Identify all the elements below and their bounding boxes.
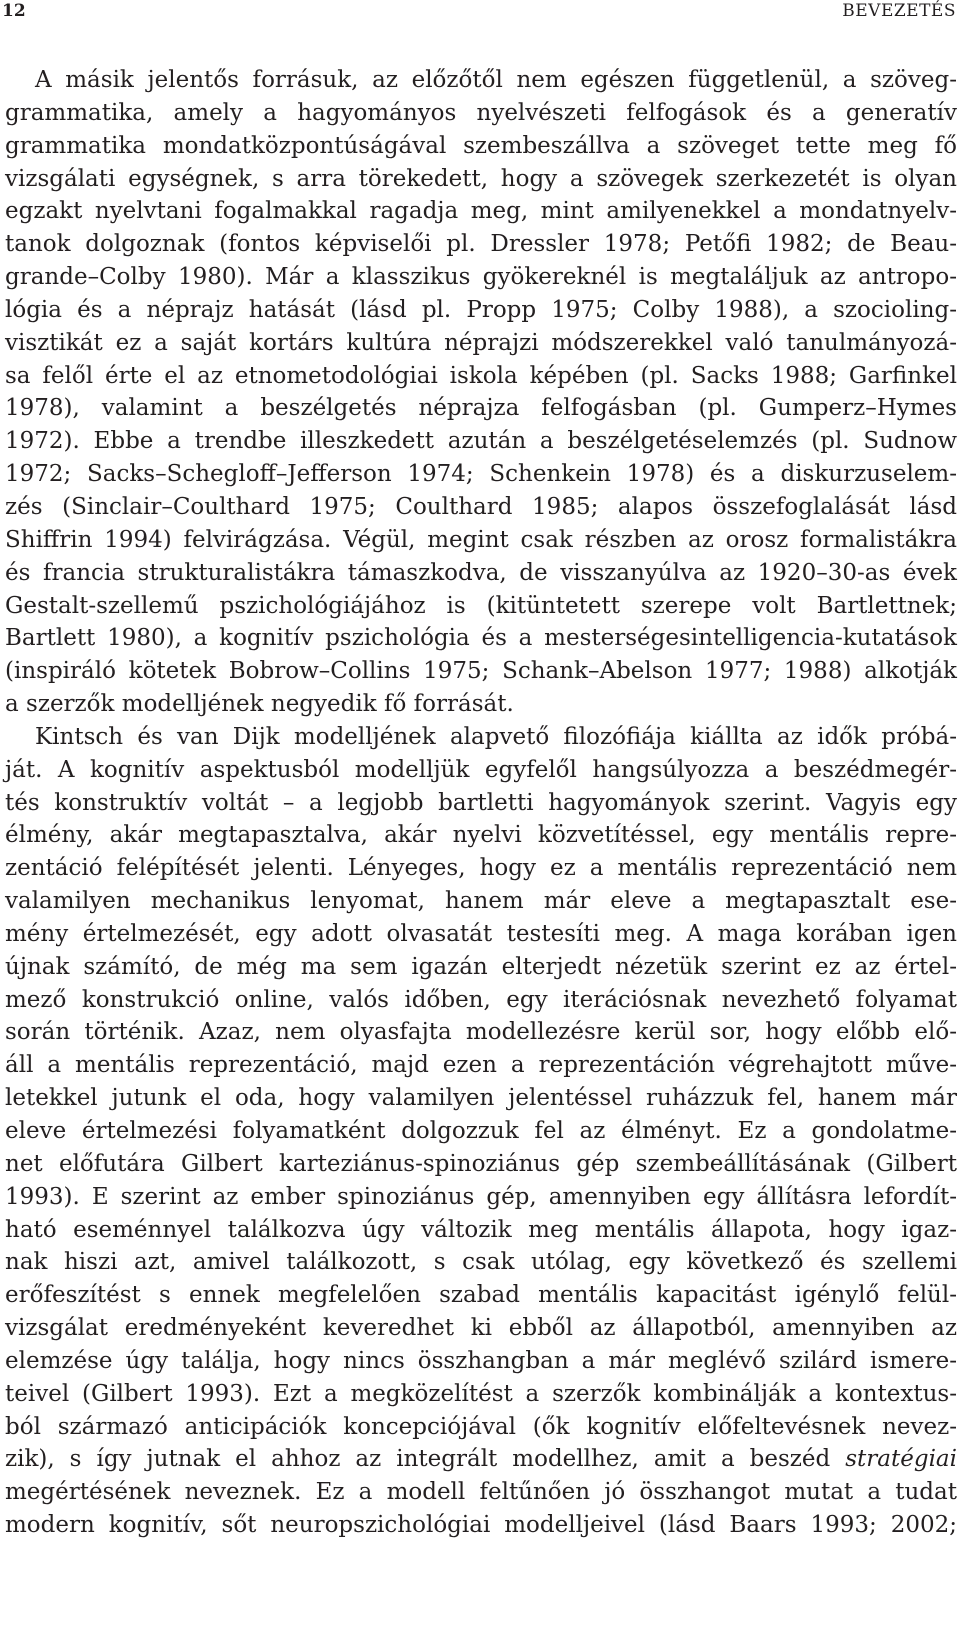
text-line: tanok dolgoznak (fontos képviselői pl. Dressler 1978; Petőfi 1982; de Beau-: [5, 231, 957, 258]
text-line: erőfeszítést s ennek megfelelően szabad mentális kapacitást igénylő felül-: [5, 1282, 957, 1309]
text-line: net előfutára Gilbert karteziánus-spinoziánus gép szembeállításának (Gilbert: [5, 1150, 957, 1177]
text-line: Shiffrin 1994) felvirágzása. Végül, megint csak részben az orosz formalistákra: [5, 526, 957, 553]
text-line: grammatika mondatközpontúságával szembeszállva a szöveget tette meg fő: [5, 132, 957, 159]
paragraph-2: [5, 721, 957, 1542]
text-line: visztikát ez a saját kortárs kultúra néprajzi módszerekkel való tanulmányozá-: [5, 329, 957, 356]
text-line-with-italic: [5, 1443, 957, 1476]
text-line: vizsgálat eredményeként keveredhet ki ebből az állapotból, amennyiben az: [5, 1315, 957, 1342]
text-line: áll a mentális reprezentáció, majd ezen a reprezentáción végrehajtott műve-: [5, 1052, 957, 1079]
italic-term: stratégiai: [845, 1446, 957, 1473]
text-line: során történik. Azaz, nem olyasfajta modellezésre kerül sor, hogy előbb elő-: [5, 1019, 957, 1046]
text-line: egzakt nyelvtani fogalmakkal ragadja meg, mint amilyenekkel a mondatnyelv-: [5, 198, 957, 225]
text-line: letekkel jutunk el oda, hogy valamilyen jelentéssel ruházzuk fel, hanem már: [5, 1085, 957, 1112]
text-line: mény értelmezését, egy adott olvasatát testesíti meg. A maga korában igen: [5, 920, 957, 947]
text-line: tés konstruktív voltát – a legjobb bartletti hagyományok szerint. Vagyis egy: [5, 789, 957, 816]
text-line: megértésének neveznek. Ez a modell feltűnően jó összhangot mutat a tudat: [5, 1479, 957, 1506]
text-line: eleve értelmezési folyamatként dolgozzuk fel az élményt. Ez a gondolatme-: [5, 1118, 957, 1144]
text-line: valamilyen mechanikus lenyomat, hanem már eleve a megtapasztalt ese-: [5, 888, 957, 915]
text-line: sa felől érte el az etnometodológiai iskola képében (pl. Sacks 1988; Garfinkel: [5, 362, 957, 389]
text-line: zés (Sinclair–Coulthard 1975; Coulthard 1985; alapos összefoglalását lásd: [5, 493, 957, 520]
text-line: A másik jelentős forrásuk, az előzőtől nem egészen függetlenül, a szöveg-: [35, 67, 957, 93]
paragraph-1: [5, 64, 957, 721]
text-line: (inspiráló kötetek Bobrow–Collins 1975; Schank–Abelson 1977; 1988) alkotják: [5, 658, 957, 685]
running-head: BEVEZETÉS: [842, 1, 956, 21]
text-line: modern kognitív, sőt neuropszichológiai modelljeivel (lásd Baars 1993; 2002;: [5, 1512, 957, 1539]
text-line: vizsgálati egységnek, s arra törekedett, hogy a szövegek szerkezetét is olyan: [5, 165, 957, 192]
text-line: mező konstrukció online, valós időben, egy iterációsnak nevezhető folyamat: [5, 986, 957, 1013]
text-line: elemzése úgy találja, hogy nincs összhangban a már meglévő szilárd ismere-: [5, 1347, 957, 1374]
text-line: 1978), valamint a beszélgetés néprajza felfogásban (pl. Gumperz–Hymes: [5, 395, 957, 422]
text-line: élmény, akár megtapasztalva, akár nyelvi közvetítéssel, egy mentális repre-: [5, 822, 957, 849]
text-line: ját. A kognitív aspektusból modelljük egyfelől hangsúlyozza a beszédmegér-: [5, 756, 957, 783]
text-line: 1972). Ebbe a trendbe illeszkedett azután a beszélgetéselemzés (pl. Sudnow: [5, 428, 957, 455]
text-line: Kintsch és van Dijk modelljének alapvető filozófiája kiállta az idők próbá-: [35, 723, 957, 750]
text-line: Gestalt-szellemű pszichológiájához is (kitüntetett szerepe volt Bartlettnek;: [5, 592, 957, 619]
text-line: zentáció felépítését jelenti. Lényeges, hogy ez a mentális reprezentáció nem: [5, 855, 957, 882]
text-line: grande–Colby 1980). Már a klasszikus gyökereknél is megtaláljuk az antropo-: [5, 264, 957, 291]
text-line: újnak számító, de még ma sem igazán elterjedt nézetük szerint ez az értel-: [5, 953, 957, 980]
text-segment: zik), s így jutnak el ahhoz az integrált modellhez, amit a beszéd: [5, 1446, 846, 1473]
text-line: nak hiszi azt, amivel találkozott, s csak utólag, egy következő és szellemi: [5, 1249, 957, 1276]
text-line: ból származó anticipációk koncepciójával (ők kognitív előfeltevésnek nevez-: [5, 1413, 957, 1440]
text-line: lógia és a néprajz hatását (lásd pl. Propp 1975; Colby 1988), a szocioling-: [5, 296, 957, 323]
text-line: a szerzők modelljének negyedik fő forrását.: [5, 691, 514, 718]
text-line: ható eseménnyel találkozva úgy változik meg mentális állapota, hogy igaz-: [5, 1216, 957, 1243]
text-line: 1972; Sacks–Schegloff–Jefferson 1974; Schenkein 1978) és a diskurzuselem-: [5, 461, 957, 488]
text-line: teivel (Gilbert 1993). Ezt a megközelítést a szerzők kombinálják a kontextus-: [5, 1380, 957, 1407]
page-header: [0, 0, 958, 22]
page-number: 12: [2, 1, 26, 21]
text-line: és francia strukturalistákra támaszkodva, de visszanyúlva az 1920–30-as évek: [5, 559, 957, 586]
text-line: 1993). E szerint az ember spinoziánus gép, amennyiben egy állításra lefordít-: [5, 1183, 957, 1210]
text-line: Bartlett 1980), a kognitív pszichológia és a mesterségesintelligencia-kutatások: [5, 625, 957, 652]
text-line: grammatika, amely a hagyományos nyelvészeti felfogások és a generatív: [5, 99, 957, 126]
body-text: [5, 64, 957, 1542]
